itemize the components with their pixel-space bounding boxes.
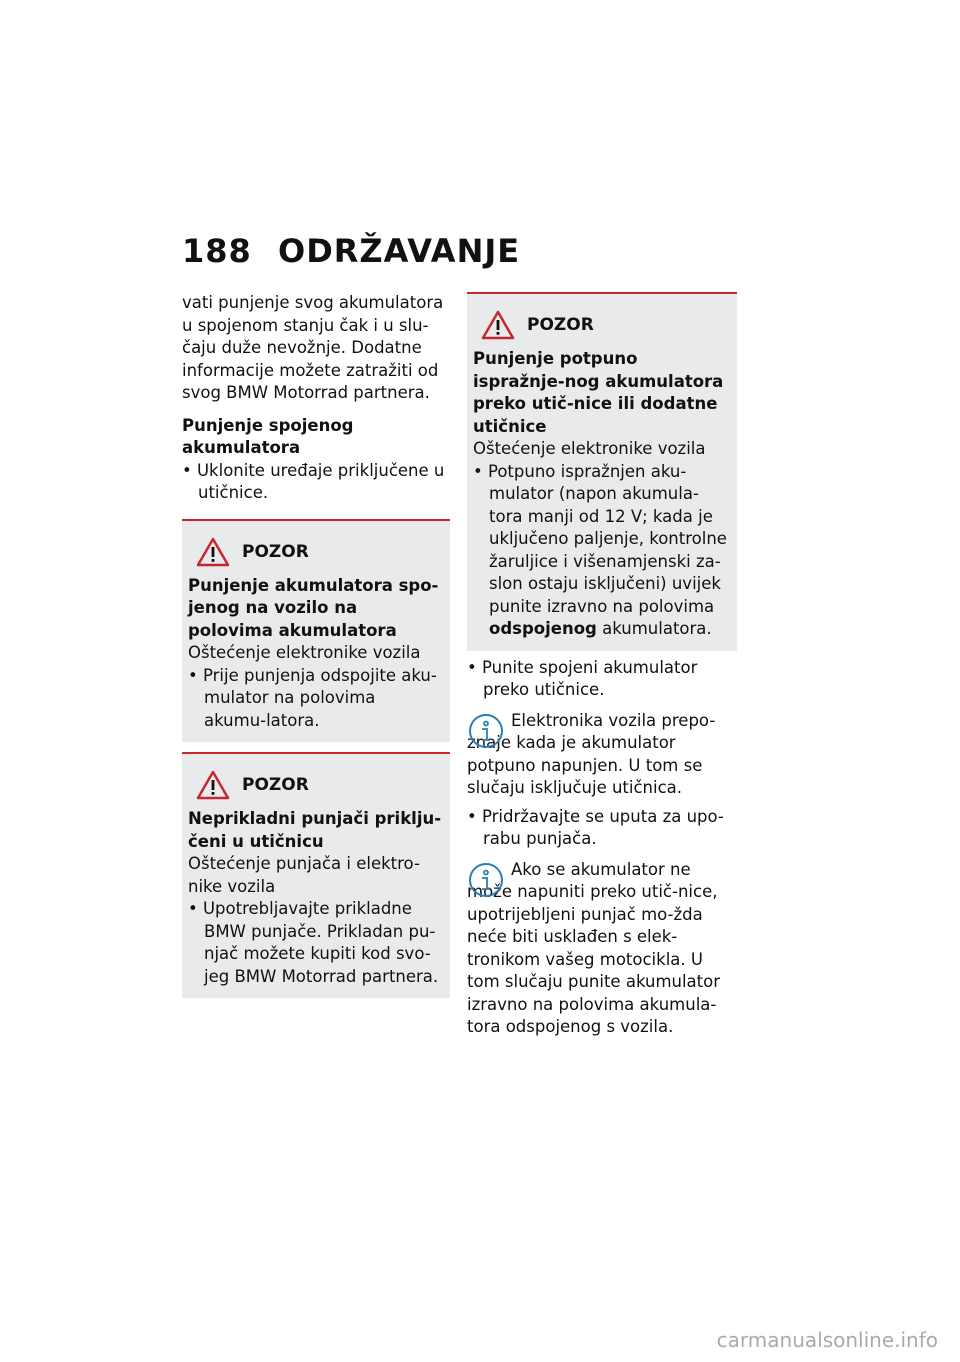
warning-action [473, 461, 729, 641]
left-column [182, 292, 450, 998]
warning-triangle-icon [196, 770, 230, 800]
info-note-2 [467, 859, 737, 1039]
warning-action-text: • Potpuno ispražnjen aku-mulator (napon akumula-tora manji od 12 V; kada je uključeno paljenje, kontrolne žaruljice i višenamjenski za-slon ostaju isključeni) uvijek punite izravno na polovima [473, 461, 727, 616]
bullet-charger-manual: • Pridržavajte se uputa za upo-rabu punjača. [467, 806, 724, 848]
right-column [467, 292, 737, 1039]
warning-action: • Prije punjenja odspojite aku-mulator na polovima akumu-latora. [188, 665, 437, 730]
info-text [467, 710, 737, 800]
warning-heading: Punjenje potpuno ispražnje-nog akumulatora preko utič-nice ili dodatne utičnice [473, 349, 724, 436]
warning-action-emphasis: odspojenog [489, 619, 597, 638]
info-icon [467, 712, 505, 750]
warning-action: • Upotrebljavajte prikladne BMW punjače. Prikladan pu-njač možete kupiti kod svo-jeg BMW Motorrad partnera. [188, 899, 439, 986]
warning-badge [481, 310, 729, 340]
info-icon [467, 861, 505, 899]
warning-consequence: Oštećenje elektronike vozila [188, 643, 421, 662]
warning-consequence: Oštećenje punjača i elektro-nike vozila [188, 854, 420, 896]
info-text [467, 859, 737, 1039]
warning-heading: Punjenje akumulatora spo-jenog na vozilo na polovima akumulatora [188, 575, 439, 640]
warning-label: POZOR [242, 541, 309, 562]
info-text-content: Ako se akumulator ne može napuniti preko utič-nice, upotrijebljeni punjač mo-žda neće biti usklađen s elek-tronikom vašeg motocikla. U tom slučaju punite akumulator izravno na polovima akumula-tora odspojenog s vozila. [467, 859, 721, 1036]
warning-triangle-icon [481, 310, 515, 340]
page-number: 188 [182, 232, 252, 270]
warning-triangle-icon [196, 537, 230, 567]
warning-badge [196, 770, 442, 800]
warning-consequence: Oštećenje elektronike vozila [473, 439, 706, 458]
bullet-remove-devices: • Uklonite uređaje priključene u utičnice. [182, 460, 445, 502]
watermark: carmanualsonline.info [716, 1328, 938, 1352]
page-title: ODRŽAVANJE [278, 232, 521, 270]
warning-action-tail: akumulatora. [596, 619, 712, 638]
warning-box-2 [182, 752, 450, 998]
intro-paragraph: vati punjenje svog akumulatora u spojenom stanju čak i u slu-čaju duže nevožnje. Dodatne informacije možete zatražiti od svog BMW Motorrad partnera. [182, 293, 444, 402]
bullet-charge-socket: • Punite spojeni akumulator preko utičnice. [467, 657, 698, 699]
warning-box-3 [467, 292, 737, 651]
page-header [182, 232, 520, 270]
section-heading: Punjenje spojenog akumulatora [182, 415, 354, 457]
warning-heading: Neprikladni punjači priklju-čeni u utičnicu [188, 809, 442, 851]
warning-label: POZOR [242, 775, 309, 795]
warning-label: POZOR [527, 315, 594, 335]
info-text-content: Elektronika vozila prepo-znaje kada je akumulator potpuno napunjen. U tom se slučaju isključuje utičnica. [467, 710, 716, 797]
info-note-1 [467, 710, 737, 800]
warning-box-1 [182, 519, 450, 743]
warning-badge [196, 537, 442, 567]
